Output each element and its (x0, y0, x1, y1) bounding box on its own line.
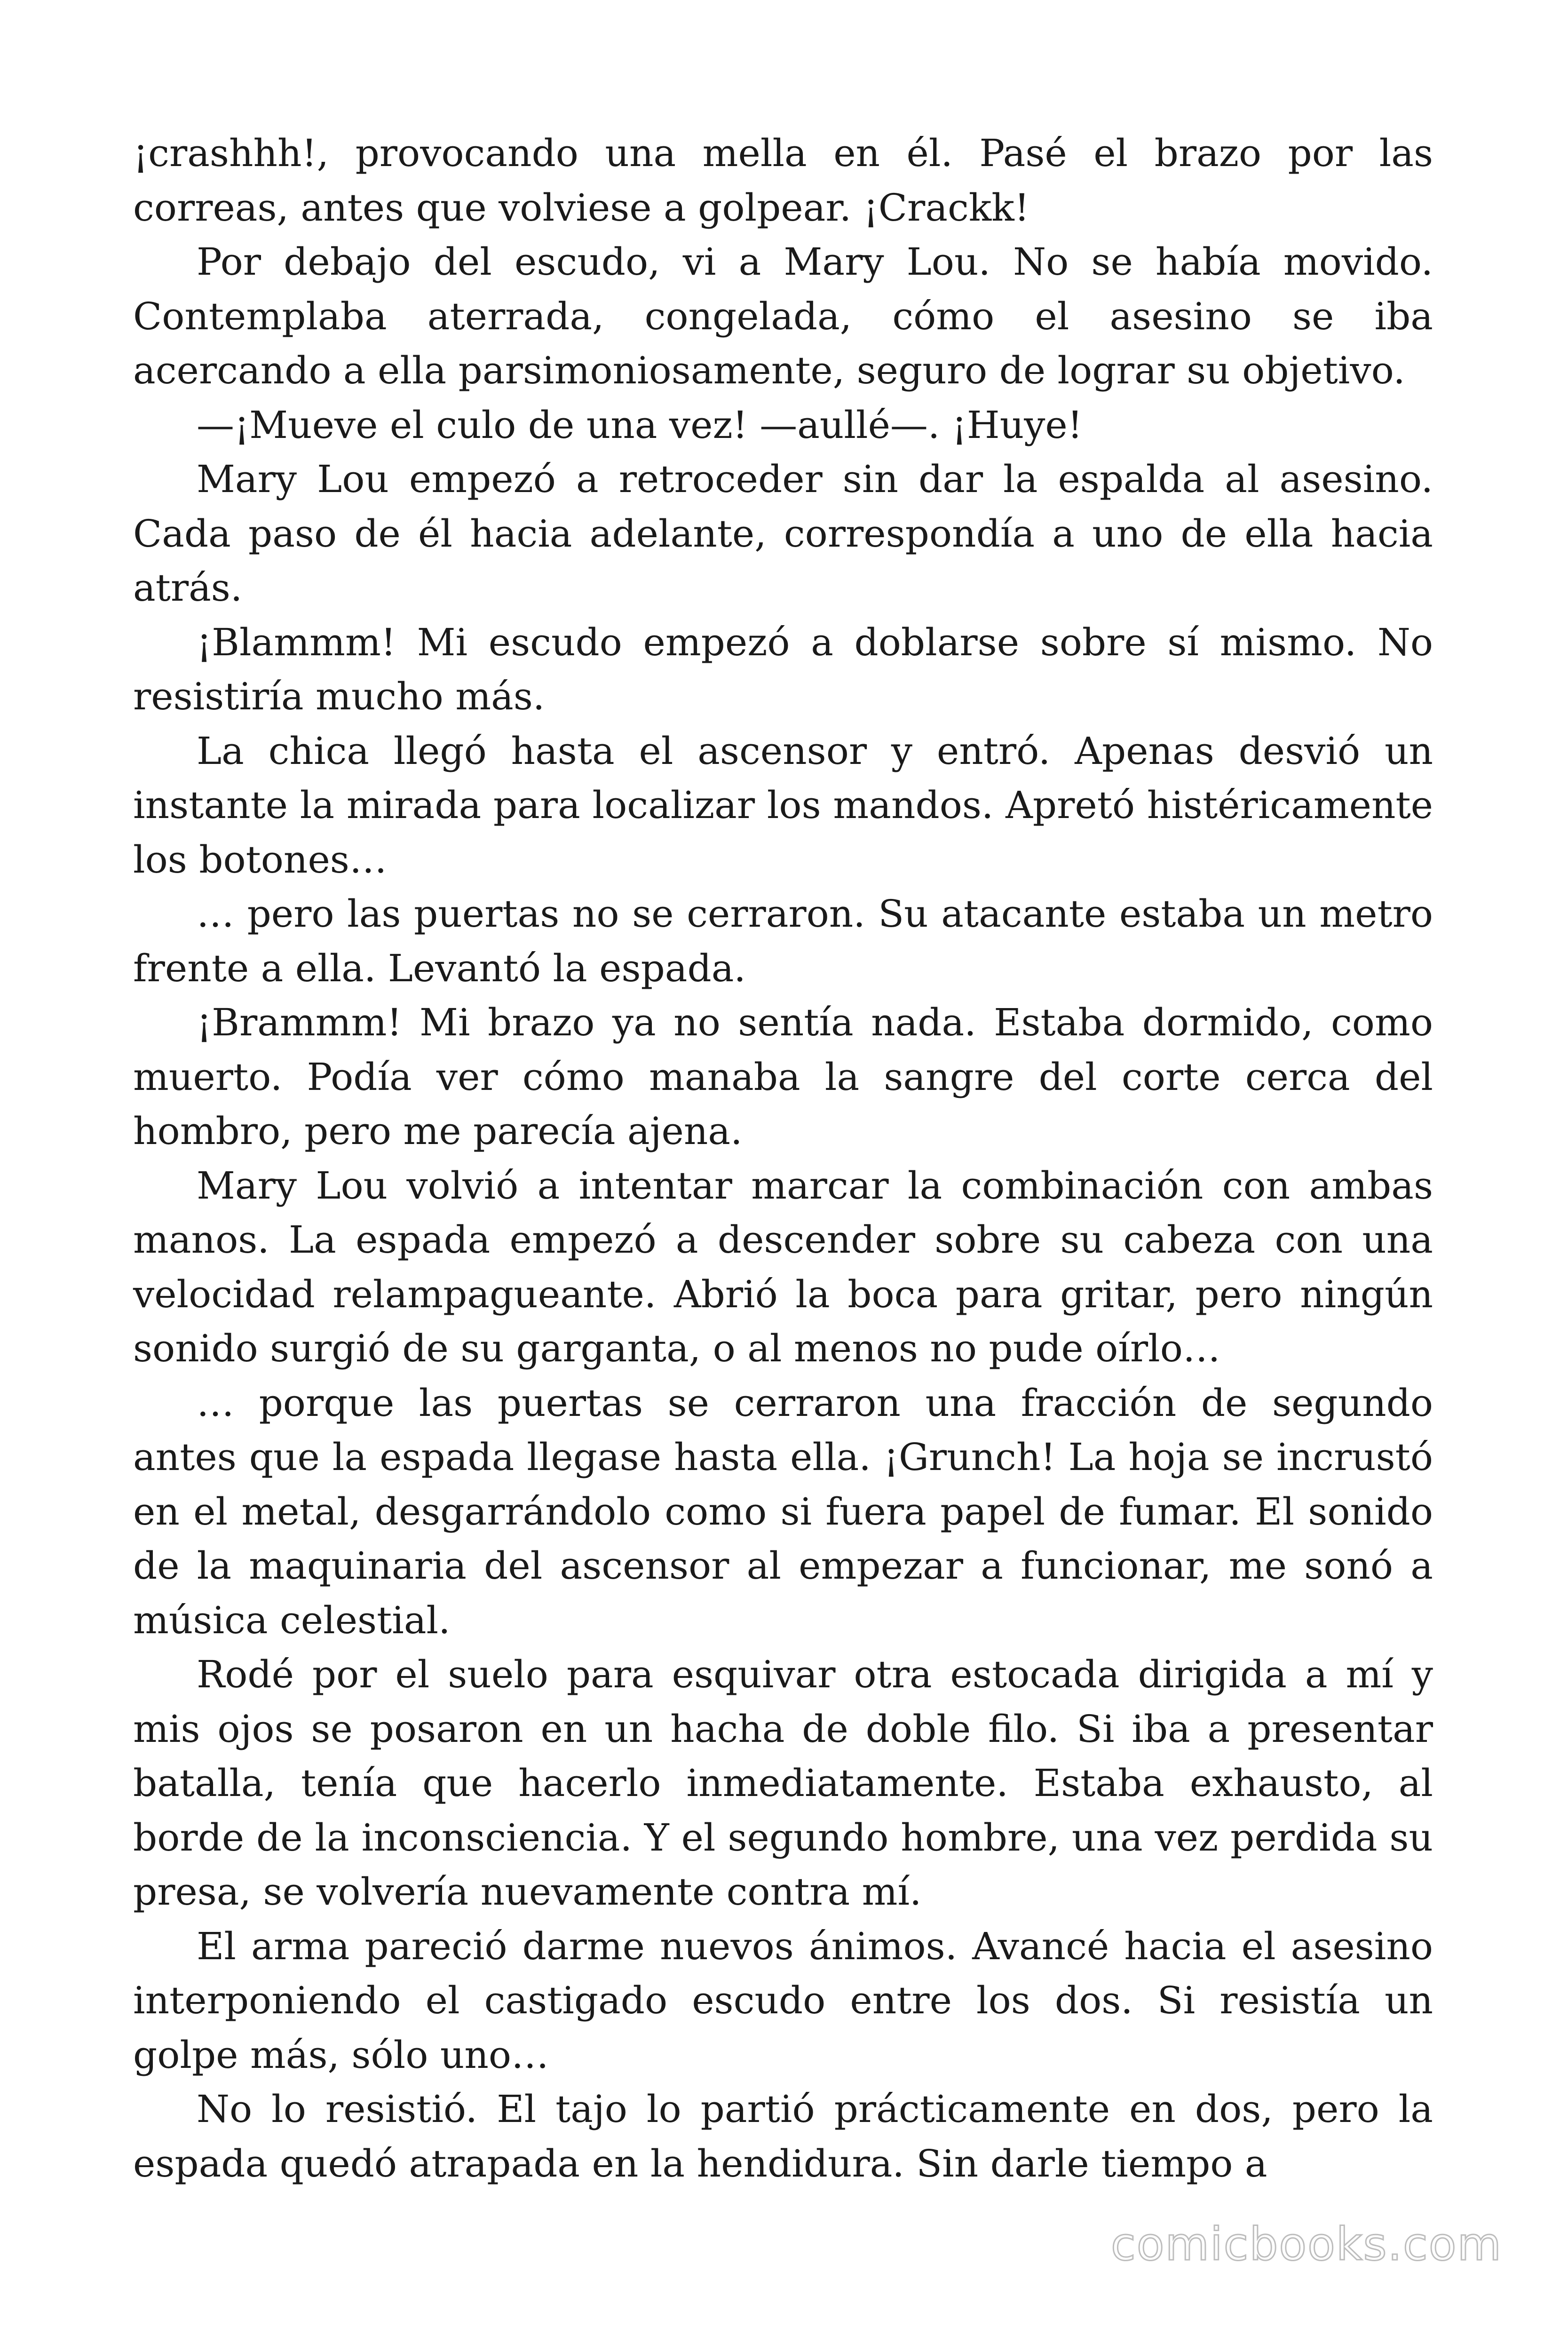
paragraph: Mary Lou empezó a retroceder sin dar la espalda al asesino. Cada paso de él hacia adelante, correspondía a uno de ella hacia atrás. (133, 457, 1433, 610)
paragraph: Rodé por el suelo para esquivar otra estocada dirigida a mí y mis ojos se posaron en un hacha de doble filo. Si iba a presentar batalla, tenía que hacerlo inmediatamente. Estaba exhausto, al borde de la inconsciencia. Y el segundo hombre, una vez perdida su presa, se volvería nuevamente contra mí. (133, 1653, 1433, 1914)
paragraph: —¡Mueve el culo de una vez! —aullé—. ¡Huye! (197, 403, 1083, 447)
paragraph: Por debajo del escudo, vi a Mary Lou. No se había movido. Contemplaba aterrada, congelada, cómo el asesino se iba acercando a ella parsimoniosamente, seguro de lograr su objetivo. (133, 240, 1433, 392)
paragraph: No lo resistió. El tajo lo partió prácticamente en dos, pero la espada quedó atrapada en la hendidura. Sin darle tiempo a (133, 2087, 1433, 2185)
paragraph: … pero las puertas no se cerraron. Su atacante estaba un metro frente a ella. Levantó la espada. (133, 892, 1433, 990)
paragraph: La chica llegó hasta el ascensor y entró. Apenas desvió un instante la mirada para localizar los mandos. Apretó histéricamente los botones… (133, 729, 1433, 882)
paragraph: El arma pareció darme nuevos ánimos. Avancé hacia el asesino interponiendo el castigado escudo entre los dos. Si resistía un golpe más, sólo uno… (133, 1924, 1433, 2077)
paragraph: … porque las puertas se cerraron una fracción de segundo antes que la espada llegase hasta ella. ¡Grunch! La hoja se incrustó en el metal, desgarrándolo como si fuera papel de fumar. El sonido de la maquinaria del ascensor al empezar a funcionar, me sonó a música celestial. (133, 1381, 1433, 1642)
paragraph: ¡Blammm! Mi escudo empezó a doblarse sobre sí mismo. No resistiría mucho más. (133, 620, 1433, 718)
paragraph: ¡Brammm! Mi brazo ya no sentía nada. Estaba dormido, como muerto. Podía ver cómo manaba la sangre del corte cerca del hombro, pero me parecía ajena. (133, 1001, 1433, 1153)
paragraph: Mary Lou volvió a intentar marcar la combinación con ambas manos. La espada empezó a descender sobre su cabeza con una velocidad relampagueante. Abrió la boca para gritar, pero ningún sonido surgió de su garganta, o al menos no pude oírlo… (133, 1163, 1433, 1370)
watermark: comicbooks.com (1110, 2218, 1502, 2271)
body-text (133, 126, 1433, 2191)
paragraph: ¡crashhh!, provocando una mella en él. Pasé el brazo por las correas, antes que volviese a golpear. ¡Crackk! (133, 131, 1433, 230)
